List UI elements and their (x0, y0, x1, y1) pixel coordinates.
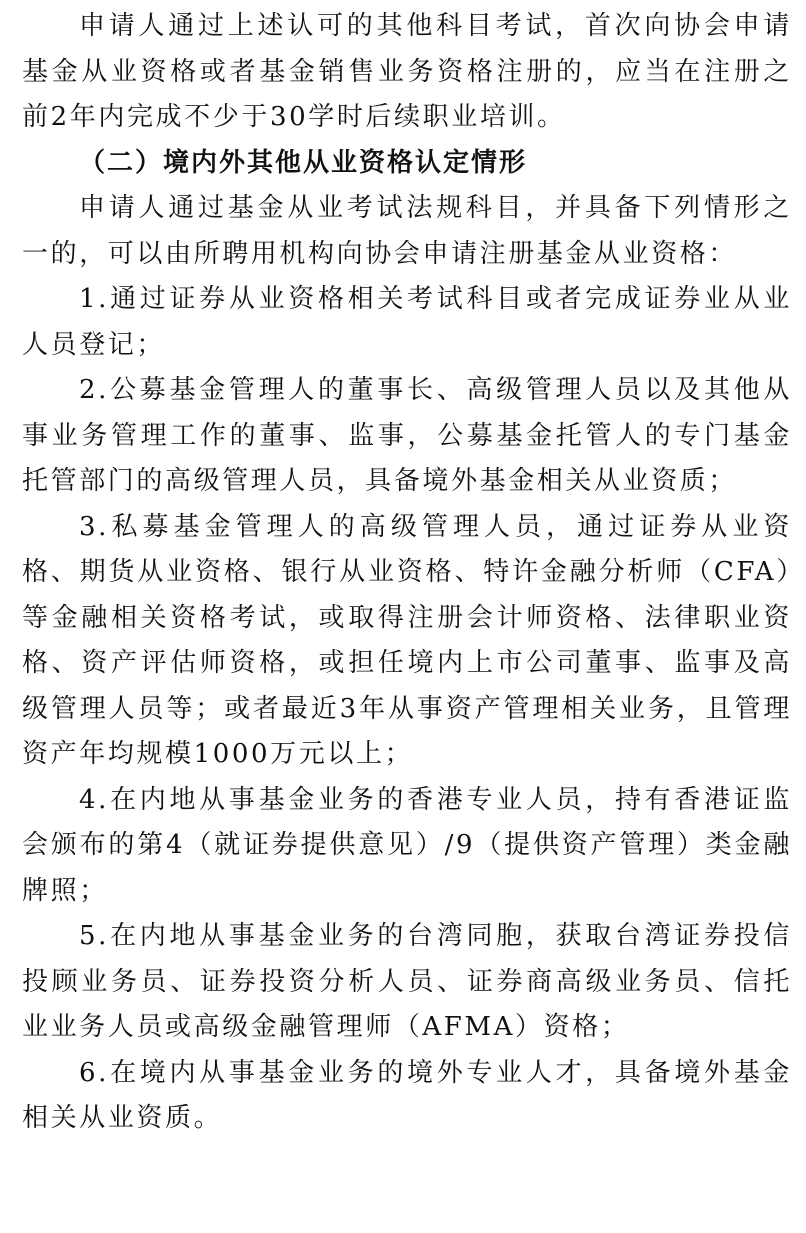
list-item-2: 2.公募基金管理人的董事长、高级管理人员以及其他从事业务管理工作的董事、监事，公募基金托管人的专门基金托管部门的高级管理人员，具备境外基金相关从业资质； (22, 375, 792, 496)
list-item-3: 3.私募基金管理人的高级管理人员，通过证券从业资格、期货从业资格、银行从业资格、特许金融分析师（CFA）等金融相关资格考试，或取得注册会计师资格、法律职业资格、资产评估师资格，或担任境内上市公司董事、监事及高级管理人员等；或者最近3年从事资产管理相关业务，且管理资产年均规模1000万元以上； (22, 511, 792, 769)
list-item-4: 4.在内地从事基金业务的香港专业人员，持有香港证监会颁布的第4（就证券提供意见）/9（提供资产管理）类金融牌照； (22, 784, 792, 906)
list-item-5: 5.在内地从事基金业务的台湾同胞，获取台湾证券投信投顾业务员、证券投资分析人员、证券商高级业务员、信托业业务人员或高级金融管理师（AFMA）资格； (22, 921, 792, 1042)
paragraph-training-requirement: 申请人通过上述认可的其他科目考试，首次向协会申请基金从业资格或者基金销售业务资格注册的，应当在注册之前2年内完成不少于30学时后续职业培训。 (22, 11, 792, 132)
section-heading: （二）境内外其他从业资格认定情形 (79, 147, 528, 178)
list-item-6: 6.在境内从事基金业务的境外专业人才，具备境外基金相关从业资质。 (22, 1057, 792, 1133)
list-item-1: 1.通过证券从业资格相关考试科目或者完成证券业从业人员登记； (22, 284, 792, 360)
document-page (22, 4, 792, 1142)
paragraph-intro-conditions: 申请人通过基金从业考试法规科目，并具备下列情形之一的，可以由所聘用机构向协会申请注册基金从业资格： (22, 193, 792, 269)
